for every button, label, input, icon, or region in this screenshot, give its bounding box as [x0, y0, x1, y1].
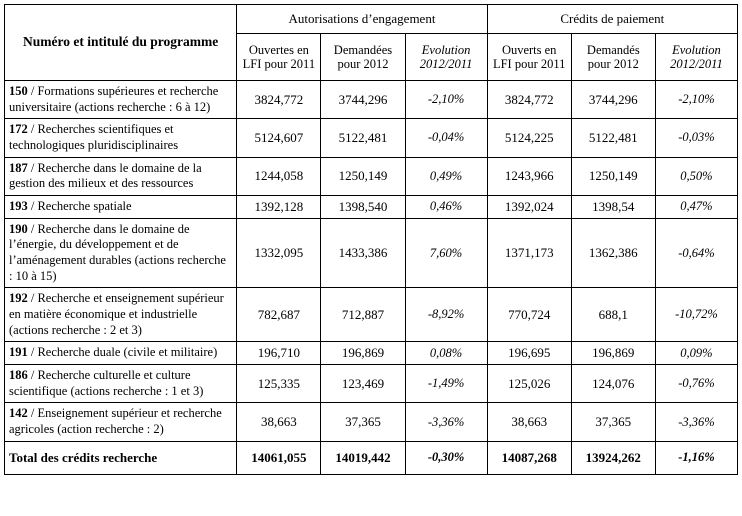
cell-ae-evolution: -2,10% — [405, 81, 487, 119]
cell-total-ae-lfi: 14061,055 — [237, 441, 321, 474]
cell-program — [5, 218, 237, 288]
program-label: / Recherches scientifiques et technologiques pluridisciplinaires — [9, 122, 179, 152]
cell-total-ae-evolution: -0,30% — [405, 441, 487, 474]
cell-program — [5, 157, 237, 195]
program-code: 150 — [9, 84, 28, 98]
table-row — [5, 342, 738, 365]
column-header-cp-demandes: Demandés pour 2012 — [571, 34, 655, 81]
cell-ae-demandees: 1433,386 — [321, 218, 405, 288]
cell-cp-evolution: -3,36% — [655, 403, 737, 441]
cell-ae-demandees: 5122,481 — [321, 119, 405, 157]
cell-ae-evolution: -0,04% — [405, 119, 487, 157]
table-row-total — [5, 441, 738, 474]
cell-cp-evolution: 0,50% — [655, 157, 737, 195]
program-label: / Recherche dans le domaine de l’énergie, du développement et de l’aménagement durables (actions recherche : 10 à 15) — [9, 221, 226, 283]
program-code: 192 — [9, 291, 28, 306]
cell-cp-demandes: 1398,54 — [571, 195, 655, 218]
table-row — [5, 157, 738, 195]
table-row — [5, 288, 738, 342]
cell-cp-lfi: 770,724 — [487, 288, 571, 342]
cell-cp-evolution: -0,76% — [655, 365, 737, 403]
cell-cp-demandes: 196,869 — [571, 342, 655, 365]
table-row — [5, 195, 738, 218]
cell-ae-demandees: 123,469 — [321, 365, 405, 403]
program-code: 186 — [9, 368, 28, 383]
cell-cp-demandes: 1250,149 — [571, 157, 655, 195]
cell-cp-lfi: 125,026 — [487, 365, 571, 403]
program-label: / Enseignement supérieur et recherche agricoles (action recherche : 2) — [9, 406, 222, 436]
program-label: / Recherche dans le domaine de la gestion des milieux et des ressources — [9, 160, 202, 191]
cell-ae-demandees: 3744,296 — [321, 81, 405, 119]
cell-cp-demandes: 124,076 — [571, 365, 655, 403]
cell-ae-lfi: 782,687 — [237, 288, 321, 342]
cell-program — [5, 119, 237, 157]
cell-ae-lfi: 125,335 — [237, 365, 321, 403]
program-label: / Recherche culturelle et culture scientifique (actions recherche : 1 et 3) — [9, 368, 204, 398]
budget-table — [4, 4, 738, 475]
cell-total-cp-evolution: -1,16% — [655, 441, 737, 474]
cell-total-ae-demandees: 14019,442 — [321, 441, 405, 474]
cell-cp-demandes: 37,365 — [571, 403, 655, 441]
cell-cp-lfi: 38,663 — [487, 403, 571, 441]
cell-cp-lfi: 1371,173 — [487, 218, 571, 288]
cell-cp-demandes: 3744,296 — [571, 81, 655, 119]
cell-ae-lfi: 5124,607 — [237, 119, 321, 157]
cell-cp-demandes: 5122,481 — [571, 119, 655, 157]
cell-ae-evolution: -3,36% — [405, 403, 487, 441]
cell-ae-lfi: 1392,128 — [237, 195, 321, 218]
column-group-header-cp: Crédits de paiement — [487, 5, 737, 34]
cell-ae-demandees: 1250,149 — [321, 157, 405, 195]
cell-ae-lfi: 1332,095 — [237, 218, 321, 288]
column-header-ae-demandees: Demandées pour 2012 — [321, 34, 405, 81]
program-code: 190 — [9, 221, 28, 236]
cell-cp-lfi: 1392,024 — [487, 195, 571, 218]
cell-program — [5, 81, 237, 119]
cell-ae-evolution: 0,08% — [405, 342, 487, 365]
cell-total-cp-demandes: 13924,262 — [571, 441, 655, 474]
column-header-program: Numéro et intitulé du programme — [5, 5, 237, 81]
table-header-row-groups — [5, 5, 738, 34]
cell-cp-lfi: 1243,966 — [487, 157, 571, 195]
cell-ae-demandees: 196,869 — [321, 342, 405, 365]
column-group-header-ae: Autorisations d’engagement — [237, 5, 487, 34]
cell-cp-demandes: 688,1 — [571, 288, 655, 342]
cell-cp-evolution: -0,03% — [655, 119, 737, 157]
cell-program — [5, 403, 237, 441]
cell-program — [5, 288, 237, 342]
column-header-cp-lfi: Ouverts en LFI pour 2011 — [487, 34, 571, 81]
cell-ae-demandees: 37,365 — [321, 403, 405, 441]
cell-cp-evolution: -10,72% — [655, 288, 737, 342]
program-code: 142 — [9, 406, 28, 421]
column-header-ae-evolution: Evolution 2012/2011 — [405, 34, 487, 81]
cell-ae-evolution: 7,60% — [405, 218, 487, 288]
cell-ae-lfi: 196,710 — [237, 342, 321, 365]
program-code: 187 — [9, 160, 28, 175]
column-header-cp-evolution: Evolution 2012/2011 — [655, 34, 737, 81]
cell-ae-evolution: 0,46% — [405, 195, 487, 218]
table-row — [5, 119, 738, 157]
cell-ae-evolution: 0,49% — [405, 157, 487, 195]
cell-ae-evolution: -8,92% — [405, 288, 487, 342]
cell-ae-lfi: 38,663 — [237, 403, 321, 441]
table-row — [5, 218, 738, 288]
cell-total-cp-lfi: 14087,268 — [487, 441, 571, 474]
program-code: 172 — [9, 122, 28, 137]
cell-cp-lfi: 5124,225 — [487, 119, 571, 157]
table-body — [5, 81, 738, 475]
program-label: / Recherche et enseignement supérieur en matière économique et industrielle (actions recherche : 2 et 3) — [9, 291, 224, 337]
cell-ae-demandees: 712,887 — [321, 288, 405, 342]
cell-ae-lfi: 1244,058 — [237, 157, 321, 195]
cell-cp-lfi: 196,695 — [487, 342, 571, 365]
cell-cp-evolution: -2,10% — [655, 81, 737, 119]
cell-cp-evolution: -0,64% — [655, 218, 737, 288]
cell-program — [5, 195, 237, 218]
table-row — [5, 403, 738, 441]
program-code: 191 — [9, 345, 28, 360]
cell-cp-evolution: 0,47% — [655, 195, 737, 218]
program-label: / Recherche duale (civile et militaire) — [27, 345, 218, 360]
cell-ae-evolution: -1,49% — [405, 365, 487, 403]
cell-ae-demandees: 1398,540 — [321, 195, 405, 218]
cell-program — [5, 365, 237, 403]
column-header-ae-lfi: Ouvertes en LFI pour 2011 — [237, 34, 321, 81]
program-label: / Formations supérieures et recherche universitaire (actions recherche : 6 à 12) — [9, 84, 219, 114]
cell-total-label: Total des crédits recherche — [5, 441, 237, 474]
program-code: 193 — [9, 198, 28, 213]
cell-cp-evolution: 0,09% — [655, 342, 737, 365]
table-row — [5, 365, 738, 403]
table-row — [5, 81, 738, 119]
cell-cp-lfi: 3824,772 — [487, 81, 571, 119]
cell-ae-lfi: 3824,772 — [237, 81, 321, 119]
program-label: / Recherche spatiale — [27, 198, 132, 213]
cell-program — [5, 342, 237, 365]
cell-cp-demandes: 1362,386 — [571, 218, 655, 288]
